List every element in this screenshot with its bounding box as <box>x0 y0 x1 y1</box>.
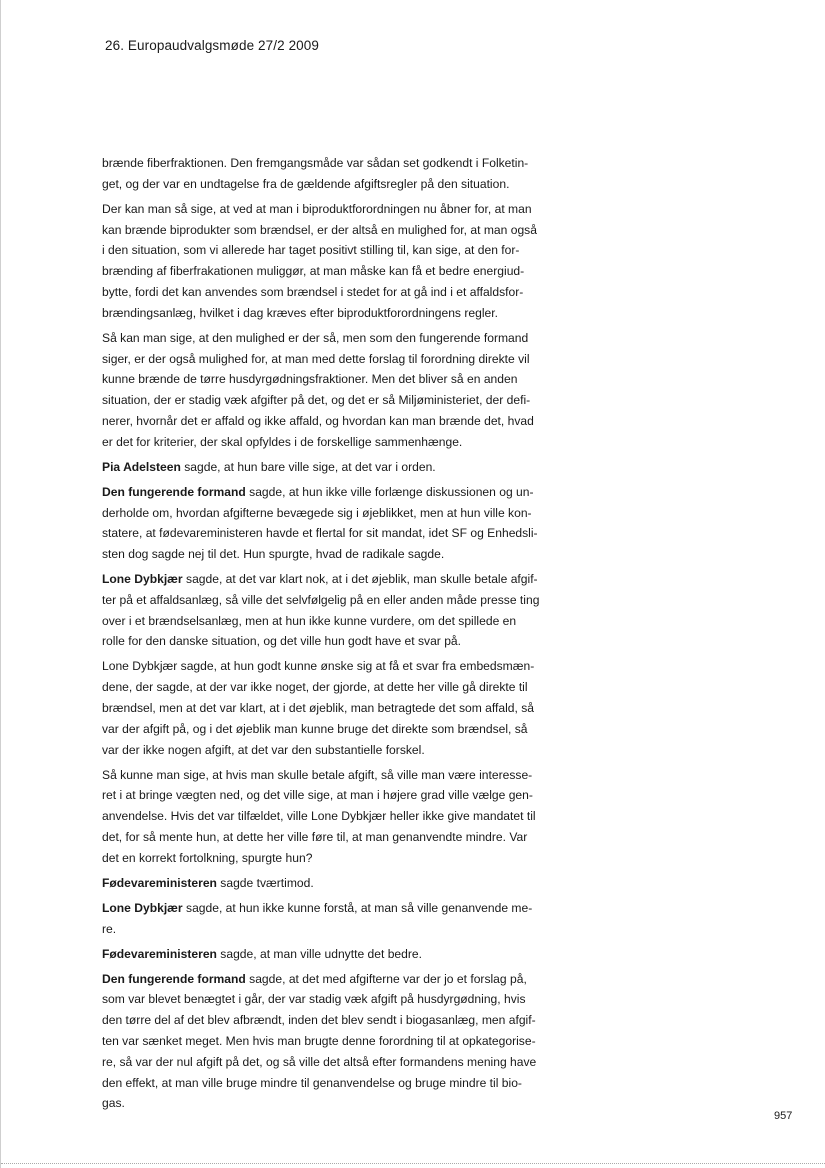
text-line: sten dog sagde nej til det. Hun spurgte, hvad de radikale sagde. <box>102 547 445 562</box>
text-line: den effekt, at man ville bruge mindre til genanvendelse og bruge mindre til bio- <box>102 1075 522 1090</box>
text-line: ter på et affaldsanlæg, så ville det selvfølgelig på en eller anden måde presse ting <box>102 592 540 607</box>
paragraph <box>102 328 594 453</box>
text-line: brændsel, men at det var klart, at i det øjeblik, man betragtede det som affald, så <box>102 701 535 716</box>
page-number: 957 <box>774 1110 793 1122</box>
speaker-name: Lone Dybkjær <box>102 900 183 915</box>
text-line: Så kan man sige, at den mulighed er der så, men som den fungerende formand <box>102 330 529 345</box>
text-line: re. <box>102 921 117 936</box>
body-text <box>102 153 594 1118</box>
text-run: sagde, at man ville udnytte det bedre. <box>216 946 422 961</box>
text-line: det en korrekt fortolkning, spurgte hun? <box>102 850 313 865</box>
paragraph <box>102 153 594 195</box>
text-line <box>102 969 594 990</box>
text-line <box>102 873 594 894</box>
text-line: var der afgift på, og i det øjeblik man kunne bruge det direkte som brændsel, så <box>102 721 528 736</box>
text-run: sagde, at det var klart nok, at i det øjeblik, man skulle betale afgif- <box>182 572 538 587</box>
speaker-paragraph <box>102 457 594 478</box>
text-line: den tørre del af det blev afbrændt, inden det blev sendt i biogasanlæg, men afgif- <box>102 1013 536 1028</box>
text-line: brænde fiberfraktionen. Den fremgangsmåde var sådan set godkendt i Folketin- <box>102 156 529 170</box>
text-line: kan brænde biprodukter som brændsel, er der altså en mulighed for, at man også <box>102 222 537 237</box>
text-line: anvendelse. Hvis det var tilfældet, ville Lone Dybkjær heller ikke give mandatet til <box>102 809 536 824</box>
text-line: var der ikke nogen afgift, at det var den substantielle forskel. <box>102 742 425 757</box>
text-line: derholde om, hvordan afgifterne bevægede sig i øjeblikket, men at hun ville kon- <box>102 505 532 520</box>
speaker-name: Den fungerende formand <box>102 484 246 499</box>
speaker-name: Lone Dybkjær <box>102 572 183 587</box>
text-line: Lone Dybkjær sagde, at hun godt kunne ønske sig at få et svar fra embedsmæn- <box>102 659 535 674</box>
text-line: dene, der sagde, at der var ikke noget, der gjorde, at dette her ville gå direkte til <box>102 680 528 695</box>
text-run: sagde tværtimod. <box>216 875 314 890</box>
text-line: kunne brænde de tørre husdyrgødningsfraktioner. Men det bliver så en anden <box>102 372 518 387</box>
bottom-divider <box>1 1163 825 1164</box>
text-line: gas. <box>102 1096 125 1111</box>
text-line: siger, er der også mulighed for, at man med dette forslag til forordning direkte vil <box>102 351 530 366</box>
text-line: er det for kriterier, der skal opfyldes i de forskellige sammenhænge. <box>102 434 463 449</box>
page-header: 26. Europaudvalgsmøde 27/2 2009 <box>105 38 319 53</box>
text-line <box>102 944 594 965</box>
speaker-name: Fødevareministeren <box>102 946 217 961</box>
text-line: som var blevet benægtet i går, der var stadig væk afgift på husdyrgødning, hvis <box>102 992 526 1007</box>
text-line <box>102 898 594 919</box>
text-run: sagde, at hun ikke ville forlænge diskussionen og un- <box>245 484 534 499</box>
text-line: statere, at fødevareministeren havde et flertal for sit mandat, idet SF og Enhedsli- <box>102 526 538 541</box>
text-line: brændingsanlæg, hvilket i dag kræves efter biproduktforordningens regler. <box>102 305 498 320</box>
text-line: brænding af fiberfrakationen muliggør, at man måske kan få et bedre energiud- <box>102 264 525 279</box>
speaker-paragraph <box>102 569 594 652</box>
paragraph <box>102 656 594 760</box>
speaker-paragraph <box>102 482 594 565</box>
text-line <box>102 482 594 503</box>
speaker-paragraph <box>102 873 594 894</box>
speaker-paragraph <box>102 944 594 965</box>
paragraph <box>102 765 594 869</box>
text-line: det, for så mente hun, at dette her ville føre til, at man genanvendte mindre. Var <box>102 830 528 845</box>
text-line: nerer, hvornår det er affald og ikke affald, og hvordan kan man brænde det, hvad <box>102 413 534 428</box>
text-line: situation, der er stadig væk afgifter på det, og det er så Miljøministeriet, der defi- <box>102 393 531 408</box>
text-line: rolle for den danske situation, og det ville hun godt have et svar på. <box>102 634 462 649</box>
text-line: ret i at bringe vægten ned, og det ville sige, at man i højere grad ville vælge gen- <box>102 788 533 803</box>
text-line: bytte, fordi det kan anvendes som brændsel i stedet for at gå ind i et affaldsfor- <box>102 284 524 299</box>
text-line: Så kunne man sige, at hvis man skulle betale afgift, så ville man være interesse- <box>102 767 533 782</box>
speaker-name: Pia Adelsteen <box>102 459 181 474</box>
speaker-paragraph <box>102 898 594 940</box>
text-line: get, og der var en undtagelse fra de gældende afgiftsregler på den situation. <box>102 176 510 191</box>
speaker-paragraph <box>102 969 594 1115</box>
text-run: sagde, at det med afgifterne var der jo et forslag på, <box>245 971 527 986</box>
text-line: ten var sænket meget. Men hvis man brugte denne forordning til at opkategorise- <box>102 1033 536 1048</box>
text-line: Der kan man så sige, at ved at man i biproduktforordningen nu åbner for, at man <box>102 201 532 216</box>
text-line: over i et brændselsanlæg, men at hun ikke kunne vurdere, om det spillede en <box>102 613 517 628</box>
text-run: sagde, at hun ikke kunne forstå, at man så ville genanvende me- <box>182 900 533 915</box>
text-line <box>102 457 594 478</box>
speaker-name: Fødevareministeren <box>102 875 217 890</box>
speaker-name: Den fungerende formand <box>102 971 246 986</box>
paragraph <box>102 199 594 324</box>
text-line: re, så var der nul afgift på det, og så ville det altså efter formandens mening have <box>102 1054 537 1069</box>
text-run: sagde, at hun bare ville sige, at det var i orden. <box>180 459 436 474</box>
text-line: i den situation, som vi allerede har taget positivt stilling til, kan sige, at den for- <box>102 243 520 258</box>
text-line <box>102 569 594 590</box>
